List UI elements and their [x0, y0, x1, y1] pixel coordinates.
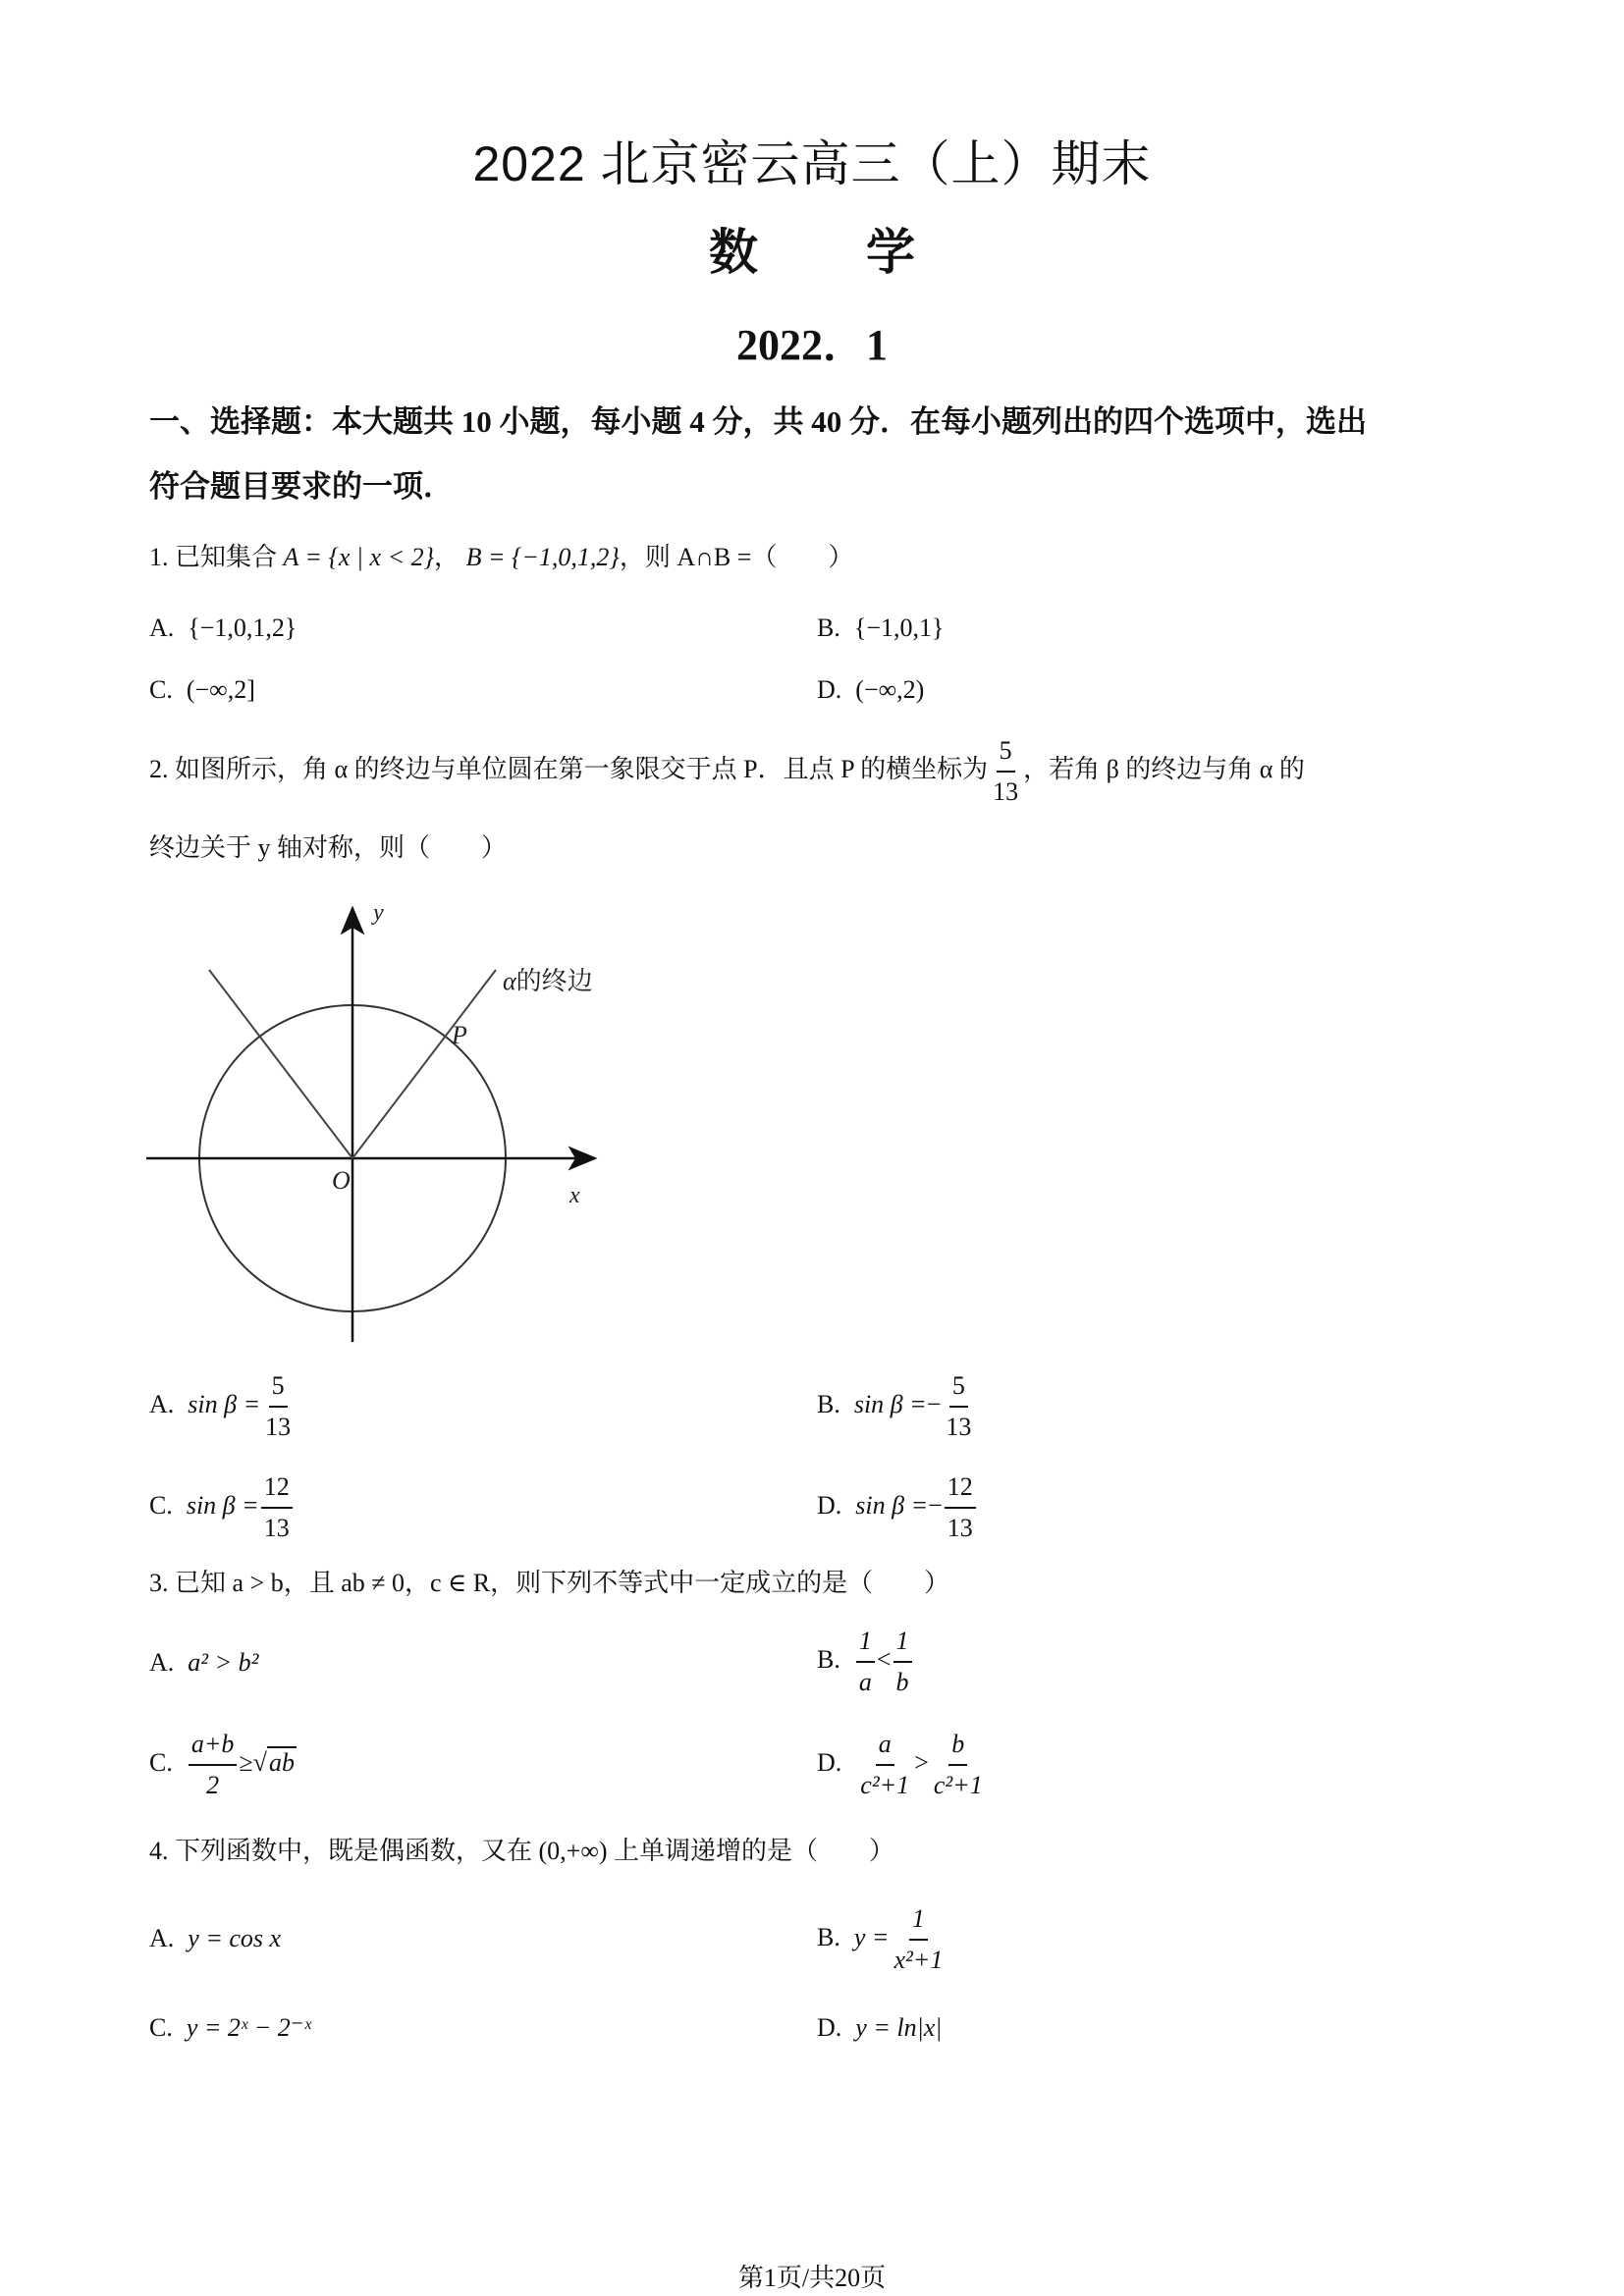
option-operator: >	[914, 1747, 929, 1777]
option-text: (−∞,2)	[855, 675, 925, 704]
fraction-denominator: x²+1	[893, 1946, 944, 1974]
unit-circle-figure	[137, 888, 628, 1360]
option-label: A.	[149, 1924, 175, 1952]
question-number: 4.	[149, 1837, 169, 1865]
x-axis-label: x	[569, 1183, 580, 1208]
question-1-option-a[interactable]	[149, 611, 297, 646]
option-lhs: y =	[853, 1922, 890, 1951]
fraction-denominator: 13	[947, 1514, 973, 1542]
question-4-option-d[interactable]	[817, 2010, 942, 2046]
option-fraction	[262, 1366, 294, 1447]
option-text: a² > b²	[188, 1648, 259, 1677]
option-text: {−1,0,1}	[853, 614, 945, 642]
question-1-option-c[interactable]	[149, 672, 255, 708]
stem-fraction	[990, 731, 1021, 812]
option-text: {−1,0,1,2}	[188, 614, 298, 642]
sqrt-sign: √	[252, 1747, 267, 1777]
option-text: (−∞,2]	[186, 675, 255, 704]
option-lhs: sin β =	[188, 1389, 261, 1418]
alpha-ray-label	[503, 967, 593, 996]
option-fraction-right	[931, 1725, 986, 1805]
question-2-option-a[interactable]	[149, 1366, 296, 1447]
fraction-numerator: 1	[893, 1622, 912, 1663]
question-1-stem: 1. 已知集合 A = {x | x < 2}， B = {−1,0,1,2}，则 A∩B =（ ）	[149, 543, 854, 571]
option-label: A.	[149, 1648, 175, 1677]
fraction-denominator: 13	[946, 1413, 972, 1441]
origin-label: O	[332, 1166, 351, 1195]
question-3-option-c[interactable]	[149, 1725, 297, 1805]
option-operator: <	[876, 1644, 892, 1674]
question-2-option-d[interactable]	[817, 1468, 978, 1548]
set-a: A = {x | x < 2}	[283, 543, 435, 571]
question-text: 已知集合	[175, 543, 278, 571]
section-instructions-line-1: 一、选择题：本大题共 10 小题，每小题 4 分，共 40 分．在每小题列出的四个选项中，选出	[149, 404, 1367, 439]
point-p-label: P	[452, 1021, 467, 1049]
option-fraction-left	[856, 1622, 875, 1702]
page-footer: 第1页/共20页	[737, 2264, 887, 2292]
option-operator: ≥	[239, 1747, 253, 1777]
option-label: D.	[817, 1490, 842, 1520]
fraction-numerator: a+b	[189, 1725, 238, 1766]
option-label: C.	[149, 1747, 173, 1777]
question-number: 2.	[149, 754, 169, 783]
option-label: A.	[149, 614, 175, 642]
fraction-denominator: 2	[206, 1771, 220, 1799]
exam-date: 2022．1	[736, 321, 888, 369]
option-lhs: sin β =	[186, 1490, 259, 1520]
alpha-symbol: α	[503, 967, 516, 995]
question-number: 1.	[149, 543, 169, 571]
question-2-stem-line-2: 终边关于 y 轴对称，则（ ）	[149, 833, 508, 862]
fraction-numerator: 5	[269, 1366, 288, 1408]
question-1-option-d[interactable]	[817, 672, 924, 708]
question-4-option-c[interactable]	[149, 2010, 311, 2046]
fraction-numerator: a	[876, 1725, 894, 1766]
question-text: 已知 a > b，且 ab ≠ 0，c ∈ R，则下列不等式中一定成立的是（ ）	[175, 1569, 950, 1597]
option-label: D.	[817, 2013, 842, 2042]
question-2-stem-line-1	[149, 731, 1305, 812]
exam-title: 2022 北京密云高三（上）期末	[472, 136, 1152, 191]
option-label: C.	[149, 2013, 173, 2042]
question-4-stem	[149, 1834, 894, 1869]
option-label: B.	[817, 1644, 840, 1674]
option-text: y = cos x	[188, 1924, 282, 1952]
question-2-option-b[interactable]	[817, 1366, 976, 1447]
fraction-denominator: 13	[993, 777, 1019, 806]
fraction-numerator: 1	[909, 1899, 928, 1941]
fraction-numerator: 5	[949, 1366, 968, 1408]
option-fraction	[943, 1366, 974, 1447]
option-text: y = 2ˣ − 2⁻ˣ	[186, 2013, 311, 2042]
fraction-numerator: 12	[945, 1468, 976, 1509]
option-lhs: sin β =	[855, 1490, 929, 1520]
option-sign: −	[928, 1490, 943, 1520]
fraction-denominator: c²+1	[860, 1771, 910, 1799]
question-1-option-b[interactable]	[817, 611, 944, 646]
option-fraction	[261, 1468, 293, 1548]
fraction-numerator: 1	[856, 1622, 875, 1663]
option-lhs: sin β =	[853, 1389, 927, 1418]
question-text: ，若角 β 的终边与角 α 的	[1023, 754, 1305, 783]
y-axis-label: y	[373, 900, 384, 926]
fraction-numerator: 12	[261, 1468, 293, 1509]
question-text: 如图所示，角 α 的终边与单位圆在第一象限交于点 P．且点 P 的横坐标为	[175, 754, 989, 783]
question-text-suffix: ，则 A∩B =（ ）	[619, 543, 854, 571]
option-fraction-right	[893, 1622, 912, 1702]
subject-char-1: 数	[709, 225, 758, 280]
fraction-denominator: 13	[263, 1514, 290, 1542]
option-label: B.	[817, 614, 840, 642]
option-label: B.	[817, 1922, 840, 1951]
ray-label-text: 的终边	[515, 967, 593, 996]
subject-heading	[0, 218, 1624, 287]
fraction-numerator: 5	[997, 731, 1015, 773]
set-b: B = {−1,0,1,2}	[465, 543, 620, 571]
option-label: D.	[817, 675, 842, 704]
question-number: 3.	[149, 1569, 169, 1597]
option-fraction	[189, 1725, 238, 1805]
question-3-option-a[interactable]	[149, 1645, 258, 1681]
option-fraction	[945, 1468, 976, 1548]
option-label: C.	[149, 675, 173, 704]
question-2-option-c[interactable]	[149, 1468, 295, 1548]
subject-char-2: 学	[866, 225, 915, 280]
option-text: y = ln|x|	[855, 2013, 943, 2042]
fraction-numerator: b	[948, 1725, 967, 1766]
question-4-option-a[interactable]	[149, 1921, 281, 1956]
question-3-stem	[149, 1566, 949, 1601]
option-fraction	[891, 1899, 946, 1980]
question-text: 下列函数中，既是偶函数，又在 (0,+∞) 上单调递增的是（ ）	[175, 1837, 895, 1865]
option-label: D.	[817, 1747, 842, 1777]
question-3-option-d[interactable]	[817, 1725, 988, 1805]
option-label: A.	[149, 1389, 175, 1418]
fraction-denominator: a	[858, 1668, 872, 1696]
section-instructions-line-2: 符合题目要求的一项．	[149, 469, 454, 504]
fraction-denominator: 13	[265, 1413, 292, 1441]
option-fraction-left	[857, 1725, 912, 1805]
option-label: C.	[149, 1490, 173, 1520]
fraction-denominator: b	[895, 1668, 909, 1696]
fraction-denominator: c²+1	[933, 1771, 983, 1799]
option-label: B.	[817, 1389, 840, 1418]
sqrt-radicand: ab	[268, 1747, 295, 1777]
question-4-option-b[interactable]	[817, 1899, 947, 1980]
option-sign: −	[926, 1389, 942, 1418]
question-3-option-b[interactable]	[817, 1622, 914, 1702]
